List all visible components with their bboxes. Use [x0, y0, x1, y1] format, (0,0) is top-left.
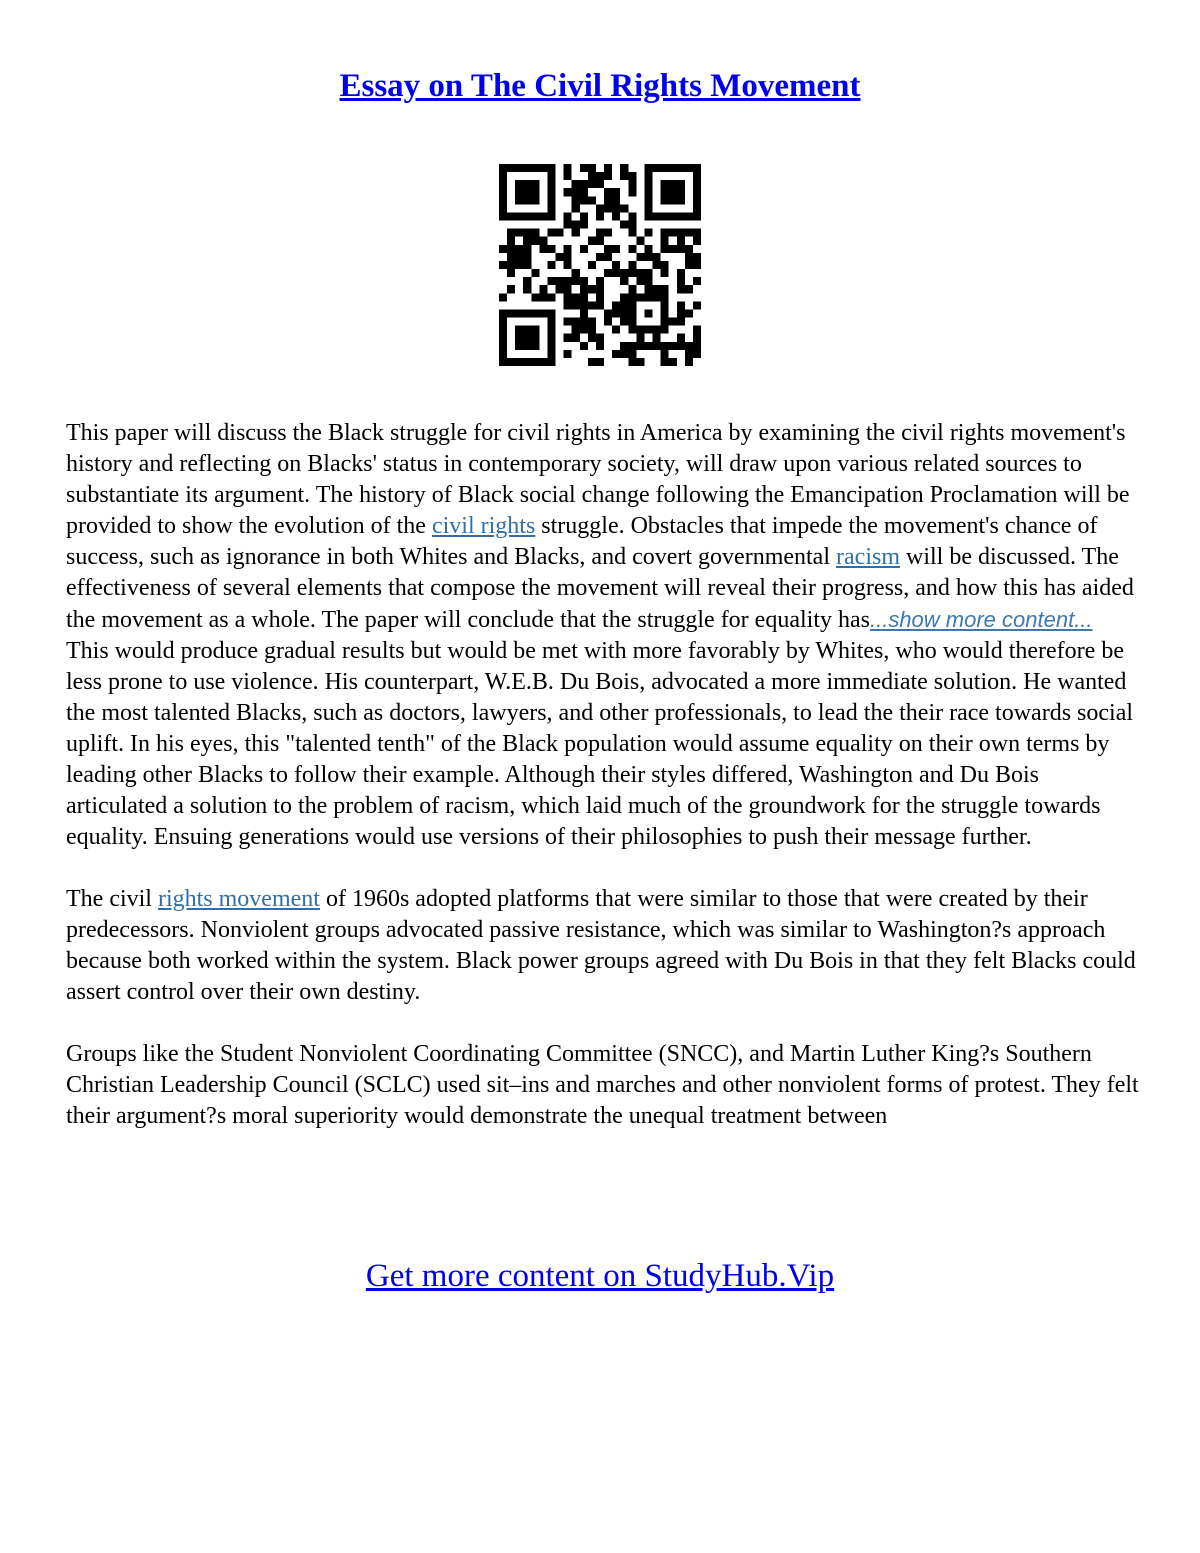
- footer: [0, 1254, 1200, 1298]
- racism-link[interactable]: racism: [836, 544, 900, 570]
- civil-rights-link[interactable]: civil rights: [431, 513, 536, 539]
- qr-code-icon: [499, 164, 701, 366]
- essay-body: [66, 418, 1146, 1132]
- rights-movement-link[interactable]: rights movement: [157, 886, 320, 912]
- paragraph-1960s: [66, 884, 1146, 1008]
- paragraph-1960s-text-1: The civil: [66, 886, 158, 912]
- studyhub-link[interactable]: Get more content on StudyHub.Vip: [365, 1258, 835, 1294]
- paragraph-1960s-text-2: of 1960s adopted platforms that were similar to those that were created by their predecessors. Nonviolent groups advocated passive resistance, which was similar to Washington?s approach because both worked within the system. Black power groups agreed with Du Bois in that they felt Blacks could assert control over their own destiny.: [66, 886, 1136, 1005]
- paragraph-intro-text-2: struggle. Obstacles that impede the movement's chance of success, such as ignorance in both Whites and Blacks, and covert governmental: [66, 513, 1098, 570]
- paragraph-intro-text-3: will be discussed. The effectiveness of several elements that compose the movement will reveal their progress, and how this has aided the movement as a whole. The paper will conclude that the struggle for equality has: [66, 544, 1134, 633]
- show-more-link[interactable]: ...show more content...: [869, 607, 1093, 632]
- paragraph-intro: [66, 418, 1146, 636]
- title-link[interactable]: Essay on The Civil Rights Movement: [339, 68, 861, 104]
- paragraph-washington-du-bois: This would produce gradual results but would be met with more favorably by Whites, who would therefore be less prone to use violence. His counterpart, W.E.B. Du Bois, advocated a more immediate solution. He wanted the most talented Blacks, such as doctors, lawyers, and other professionals, to lead the their race towards social uplift. In his eyes, this "talented tenth" of the Black population would assume equality on their own terms by leading other Blacks to follow their example. Although their styles differed, Washington and Du Bois articulated a solution to the problem of racism, which laid much of the groundwork for the struggle towards equality. Ensuing generations would use versions of their philosophies to push their message further.: [66, 638, 1134, 850]
- page-title: [0, 64, 1200, 108]
- paragraph-intro-text-1: This paper will discuss the Black struggle for civil rights in America by examining the civil rights movement's history and reflecting on Blacks' status in contemporary society, will draw upon various related sources to substantiate its argument. The history of Black social change following the Emancipation Proclamation will be provided to show the evolution of the: [66, 420, 1130, 539]
- paragraph-groups: Groups like the Student Nonviolent Coordinating Committee (SNCC), and Martin Luther King?s Southern Christian Leadership Council (SCLC) used sit–ins and marches and other nonviolent forms of protest. They felt their argument?s moral superiority would demonstrate the unequal treatment between: [66, 1041, 1139, 1129]
